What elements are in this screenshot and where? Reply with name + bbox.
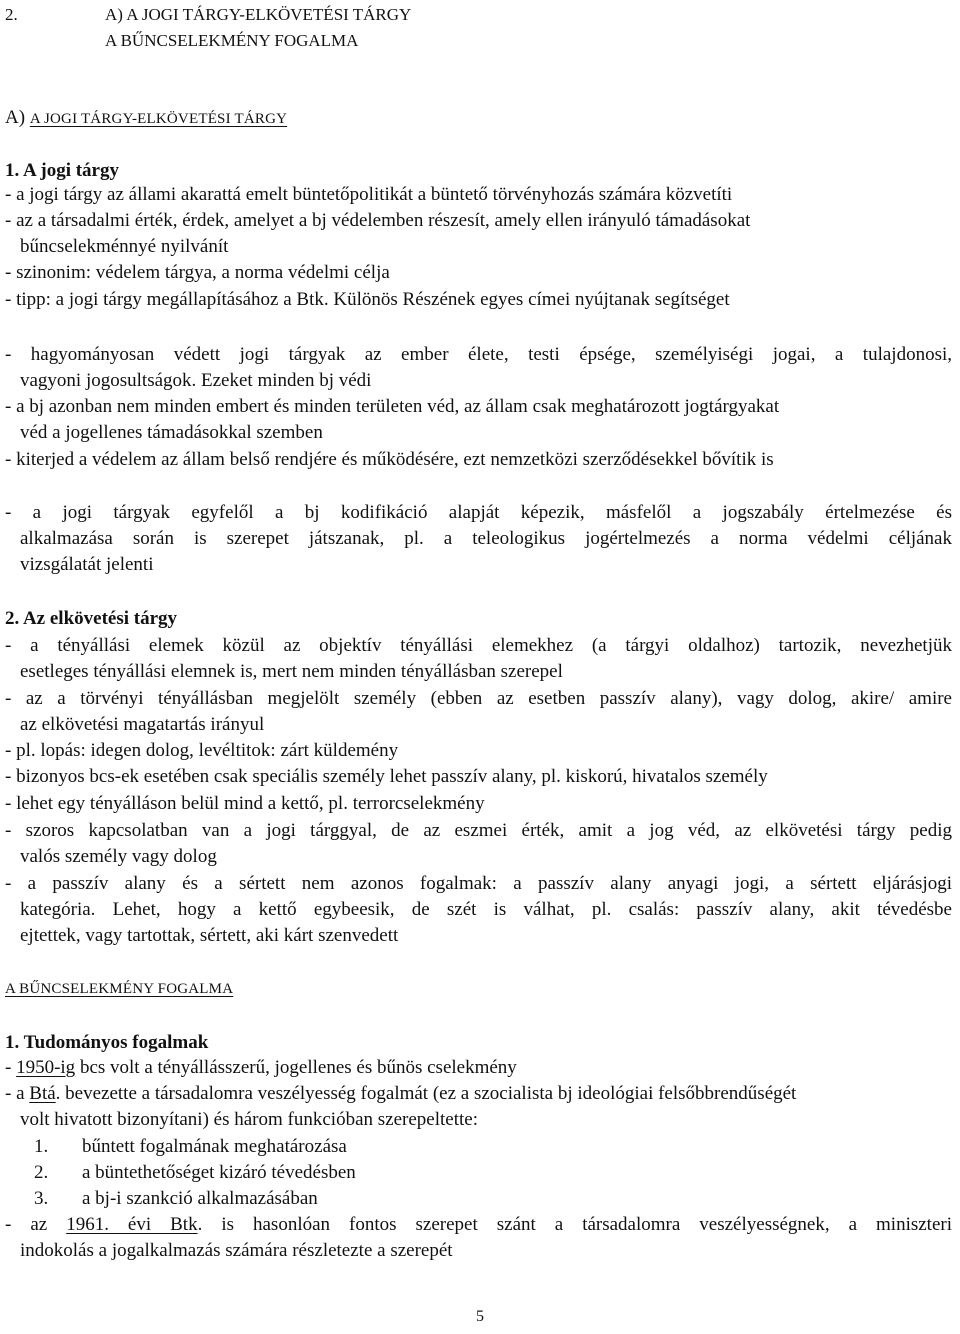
text-line: az elkövetési magatartás irányul [20,714,265,735]
text-line-bta: - a Btá. bevezette a társadalomra veszélyesség fogalmát (ez a szocialista bj ideológiai felsőbbrendűségét [5,1083,797,1104]
text-line: volt hivatott bizonyítani) és három funkcióban szerepeltette: [20,1109,478,1130]
chapter-title-line1: A) A JOGI TÁRGY-ELKÖVETÉSI TÁRGY [105,5,412,24]
list-item: 3. a bj-i szankció alkalmazásában [34,1188,318,1209]
subsection-title-jogi-targy: 1. A jogi tárgy [5,160,119,181]
link-bta[interactable]: Btá [29,1083,56,1104]
text-line: - lehet egy tényálláson belül mind a kettő, pl. terrorcselekmény [5,793,485,814]
text-line-1950: - 1950-ig bcs volt a tényállásszerű, jogellenes és bűnös cselekmény [5,1057,517,1078]
subsection-title-elkovetesi-targy: 2. Az elkövetési tárgy [5,608,178,629]
text-line: - az a törvényi tényállásban megjelölt személy (ebben az esetben passzív alany), vagy dolog, akire/ amire [5,688,952,709]
list-item: 1. bűntett fogalmának meghatározása [34,1136,347,1157]
section-b-heading-link[interactable]: A BŰNCSELEKMÉNY FOGALMA [5,981,234,997]
text-line: valós személy vagy dolog [20,846,217,867]
chapter-number: 2. [5,5,18,24]
section-a-heading-link[interactable]: A JOGI TÁRGY-ELKÖVETÉSI TÁRGY [29,111,288,127]
section-a-heading: A) A JOGI TÁRGY-ELKÖVETÉSI TÁRGY [5,107,288,128]
text-line: - a jogi tárgyak egyfelől a bj kodifikáció alapját képezik, másfelől a jogszabály értelmezése és [5,502,952,523]
text-line: - pl. lopás: idegen dolog, levéltitok: zárt küldemény [5,740,399,761]
text-line: kategória. Lehet, hogy a kettő egybeesik, de szét is válhat, pl. csalás: passzív alany, akit tévedésbe [20,899,952,920]
list-item: 2. a büntethetőséget kizáró tévedésben [34,1162,356,1183]
subsection-title-tudomanyos-fogalmak: 1. Tudományos fogalmak [5,1032,209,1053]
text-line-1961: - az 1961. évi Btk. is hasonlóan fontos szerepet szánt a társadalomra veszélyességnek, a miniszteri [5,1214,953,1235]
text-line: - bizonyos bcs-ek esetében csak speciális személy lehet passzív alany, pl. kiskorú, hivatalos személy [5,766,768,787]
text-line: esetleges tényállási elemnek is, mert nem minden tényállásban szerepel [20,661,563,682]
text-line: - kiterjed a védelem az állam belső rendjére és működésére, ezt nemzetközi szerződésekkel bővítik is [5,449,774,470]
text-line: - az a társadalmi érték, érdek, amelyet a bj védelemben részesít, amely ellen irányuló támadásokat [5,210,751,231]
text-line: - a jogi tárgy az állami akarattá emelt büntetőpolitikát a büntető törvényhozás számára közvetíti [5,184,733,205]
text-line: bűncselekménnyé nyilvánít [20,236,229,257]
text-line: indokolás a jogalkalmazás számára részletezte a szerepét [20,1240,453,1261]
chapter-title-line2: A BŰNCSELEKMÉNY FOGALMA [105,31,359,50]
text-line: - hagyományosan védett jogi tárgyak az ember élete, testi épsége, személyiségi jogai, a tulajdonosi, [5,344,952,365]
text-line: - tipp: a jogi tárgy megállapításához a Btk. Különös Részének egyes címei nyújtanak segítséget [5,289,730,310]
link-1961-btk[interactable]: 1961. évi Btk [66,1214,198,1235]
text-line: - a passzív alany és a sértett nem azonos fogalmak: a passzív alany anyagi jogi, a sértett eljárásjogi [5,873,952,894]
text-line: - szinonim: védelem tárgya, a norma védelmi célja [5,262,390,283]
text-line: alkalmazása során is szerepet játszanak, pl. a teleologikus jogértelmezés a norma védelmi céljának [20,528,952,549]
text-line: - a bj azonban nem minden embert és minden területen véd, az állam csak meghatározott jogtárgyakat [5,396,780,417]
page-number: 5 [476,1308,484,1325]
text-line: vizsgálatát jelenti [20,554,154,575]
text-line: vagyoni jogosultságok. Ezeket minden bj védi [20,370,372,391]
text-line: - szoros kapcsolatban van a jogi tárggyal, de az eszmei érték, amit a jog véd, az elkövetési tárgy pedig [5,820,952,841]
text-line: - a tényállási elemek közül az objektív tényállási elemekhez (a tárgyi oldalhoz) tartozik, nevezhetjük [5,635,952,656]
section-b-heading [5,975,233,1002]
text-line: véd a jogellenes támadásokkal szemben [20,422,323,443]
link-1950-ig[interactable]: 1950-ig [16,1057,76,1078]
text-line: ejtettek, vagy tartottak, sértett, aki kárt szenvedett [20,925,399,946]
